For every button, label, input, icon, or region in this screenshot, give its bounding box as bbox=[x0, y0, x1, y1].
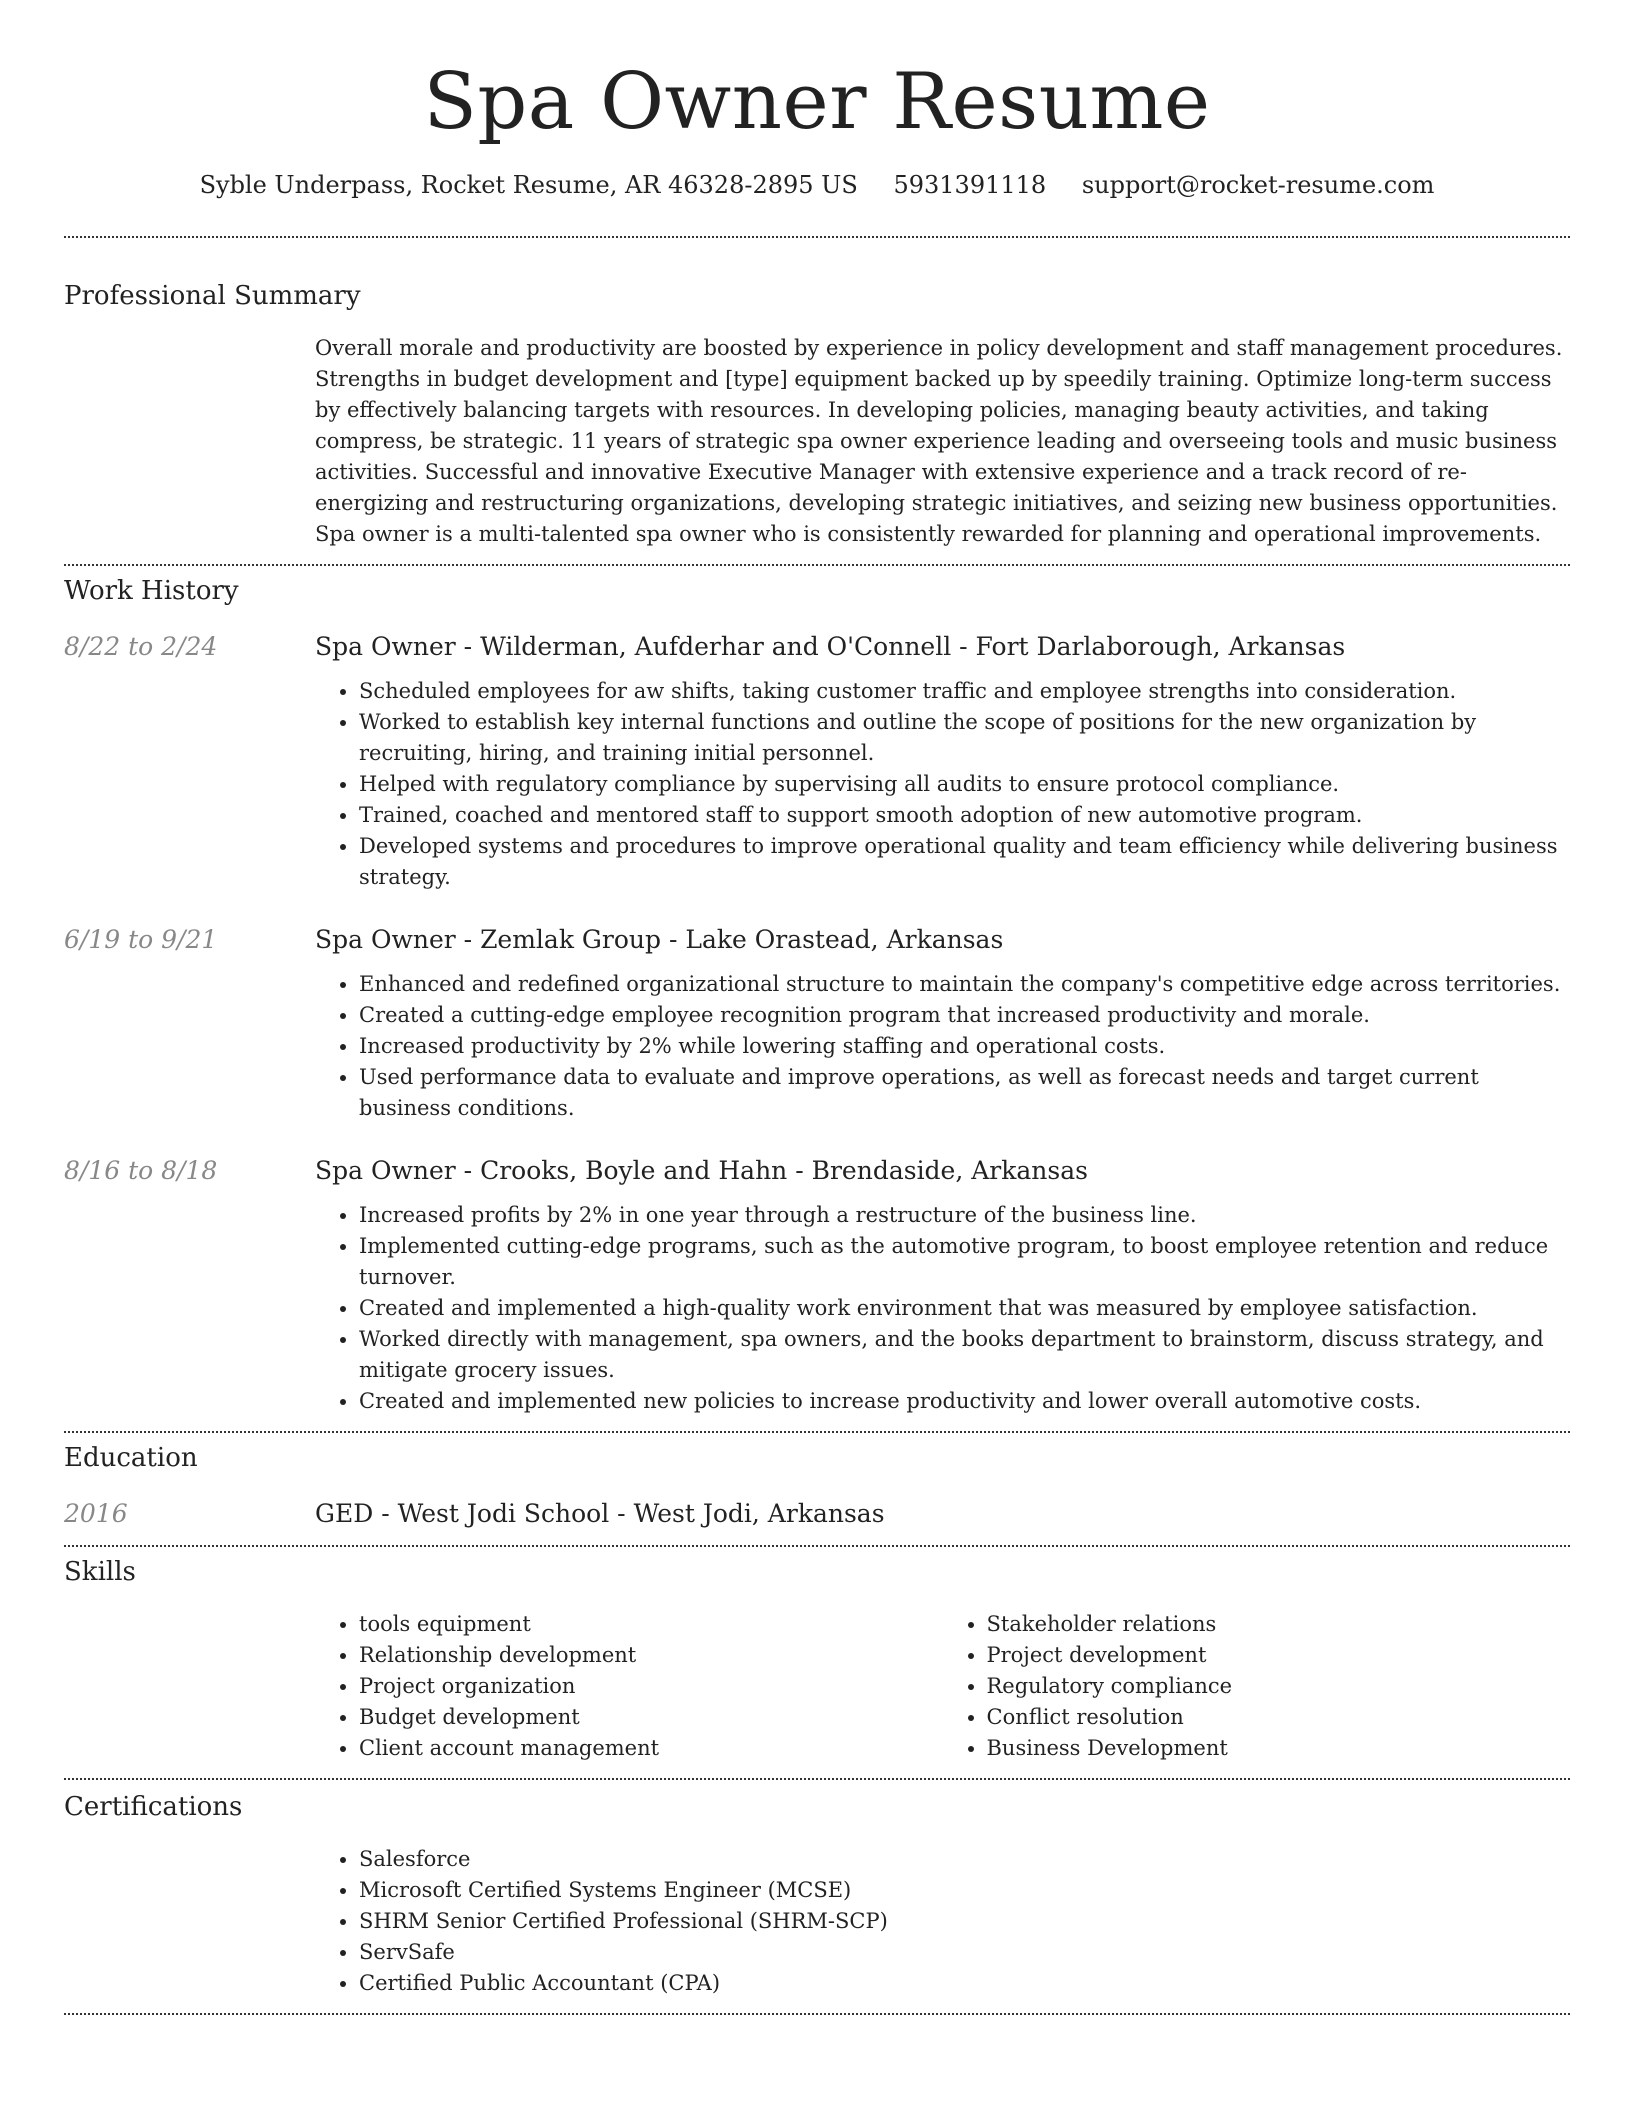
certifications-row bbox=[64, 1844, 1570, 1999]
education-entry bbox=[64, 1497, 1570, 1531]
section-divider bbox=[64, 236, 1570, 238]
list-item: • Created and implemented new policies to increase productivity and lower overall automotive costs. bbox=[359, 1386, 1570, 1417]
work-history-section bbox=[64, 574, 1570, 1417]
contact-address: Syble Underpass, Rocket Resume, AR 46328-2895 US bbox=[199, 171, 858, 199]
list-item: • Increased productivity by 2% while lowering staffing and operational costs. bbox=[359, 1031, 1570, 1062]
job-title: Spa Owner - Zemlak Group - Lake Orastead, Arkansas bbox=[315, 925, 1004, 954]
education-title: GED - West Jodi School - West Jodi, Arkansas bbox=[315, 1499, 885, 1528]
list-item: • Microsoft Certified Systems Engineer (MCSE) bbox=[359, 1875, 1570, 1906]
job-entry bbox=[64, 630, 1570, 893]
skills-column-2 bbox=[943, 1609, 1571, 1764]
section-divider bbox=[64, 1778, 1570, 1780]
skills-body bbox=[315, 1609, 1570, 1764]
job-bullets bbox=[315, 676, 1570, 893]
section-divider bbox=[64, 2013, 1570, 2015]
contact-phone: 5931391118 bbox=[893, 171, 1047, 199]
list-item: • ServSafe bbox=[359, 1937, 1570, 1968]
summary-body bbox=[315, 333, 1570, 550]
list-item: • Worked directly with management, spa owners, and the books department to brainstorm, discuss strategy, and mitigate grocery issues. bbox=[359, 1324, 1570, 1386]
job-entry bbox=[64, 1154, 1570, 1417]
certifications-list bbox=[315, 1844, 1570, 1999]
list-item: • SHRM Senior Certified Professional (SHRM-SCP) bbox=[359, 1906, 1570, 1937]
education-year: 2016 bbox=[64, 1499, 128, 1528]
job-dates: 8/16 to 8/18 bbox=[64, 1156, 218, 1185]
list-item: • Business Development bbox=[987, 1733, 1571, 1764]
list-item: • Developed systems and procedures to improve operational quality and team efficiency while delivering business strategy. bbox=[359, 831, 1570, 893]
certifications-section bbox=[64, 1790, 1570, 1999]
section-heading: Work History bbox=[64, 576, 239, 606]
job-title: Spa Owner - Crooks, Boyle and Hahn - Brendaside, Arkansas bbox=[315, 1156, 1088, 1185]
job-dates: 6/19 to 9/21 bbox=[64, 925, 218, 954]
list-item: • Created and implemented a high-quality work environment that was measured by employee satisfaction. bbox=[359, 1293, 1570, 1324]
list-item: • Certified Public Accountant (CPA) bbox=[359, 1968, 1570, 1999]
skills-section bbox=[64, 1555, 1570, 1764]
list-item: • Relationship development bbox=[359, 1640, 943, 1671]
summary-text: Overall morale and productivity are boosted by experience in policy development and staff management procedures. Strengths in budget development and [type] equipment backed up by speedily training. Optimize long-term success by effectively balancing targets with resources. In developing policies, managing beauty activities, and taking compress, be strategic. 11 years of strategic spa owner experience leading and overseeing tools and music business activities. Successful and innovative Executive Manager with extensive experience and a track record of re-energizing and restructuring organizations, developing strategic initiatives, and seizing new business opportunities. Spa owner is a multi-talented spa owner who is consistently rewarded for planning and operational improvements. bbox=[315, 336, 1563, 546]
list-item: • Regulatory compliance bbox=[987, 1671, 1571, 1702]
list-item: • Stakeholder relations bbox=[987, 1609, 1571, 1640]
list-item: • Project development bbox=[987, 1640, 1571, 1671]
list-item: • Salesforce bbox=[359, 1844, 1570, 1875]
list-item: • Helped with regulatory compliance by supervising all audits to ensure protocol compliance. bbox=[359, 769, 1570, 800]
list-item: • Used performance data to evaluate and improve operations, as well as forecast needs and target current business conditions. bbox=[359, 1062, 1570, 1124]
job-title: Spa Owner - Wilderman, Aufderhar and O'Connell - Fort Darlaborough, Arkansas bbox=[315, 632, 1346, 661]
professional-summary-section bbox=[64, 279, 1570, 550]
summary-row bbox=[64, 333, 1570, 550]
section-heading: Certifications bbox=[64, 1792, 243, 1822]
skills-column-1 bbox=[315, 1609, 943, 1764]
list-item: • Created a cutting-edge employee recognition program that increased productivity and morale. bbox=[359, 1000, 1570, 1031]
job-body bbox=[315, 923, 1570, 1124]
job-entry bbox=[64, 923, 1570, 1124]
list-item: • Implemented cutting-edge programs, such as the automotive program, to boost employee retention and reduce turnover. bbox=[359, 1231, 1570, 1293]
job-body bbox=[315, 1154, 1570, 1417]
list-item: • Budget development bbox=[359, 1702, 943, 1733]
list-item: • tools equipment bbox=[359, 1609, 943, 1640]
job-body bbox=[315, 630, 1570, 893]
list-item: • Increased profits by 2% in one year through a restructure of the business line. bbox=[359, 1200, 1570, 1231]
section-divider bbox=[64, 1545, 1570, 1547]
contact-email: support@rocket-resume.com bbox=[1081, 171, 1435, 199]
job-dates: 8/22 to 2/24 bbox=[64, 632, 218, 661]
job-bullets bbox=[315, 1200, 1570, 1417]
list-item: • Enhanced and redefined organizational structure to maintain the company's competitive edge across territories. bbox=[359, 969, 1570, 1000]
list-item: • Conflict resolution bbox=[987, 1702, 1571, 1733]
skills-row bbox=[64, 1609, 1570, 1764]
education-section bbox=[64, 1441, 1570, 1531]
section-divider bbox=[64, 1431, 1570, 1433]
education-body bbox=[315, 1497, 1570, 1531]
section-divider bbox=[64, 564, 1570, 566]
list-item: • Client account management bbox=[359, 1733, 943, 1764]
certifications-body bbox=[315, 1844, 1570, 1999]
list-item: • Trained, coached and mentored staff to support smooth adoption of new automotive program. bbox=[359, 800, 1570, 831]
job-bullets bbox=[315, 969, 1570, 1124]
resume-page bbox=[64, 0, 1570, 2015]
section-heading: Skills bbox=[64, 1557, 136, 1587]
list-item: • Project organization bbox=[359, 1671, 943, 1702]
list-item: • Worked to establish key internal functions and outline the scope of positions for the new organization by recruiting, hiring, and training initial personnel. bbox=[359, 707, 1570, 769]
contact-line bbox=[64, 168, 1570, 202]
section-heading: Education bbox=[64, 1443, 198, 1473]
page-title: Spa Owner Resume bbox=[423, 57, 1211, 147]
section-heading: Professional Summary bbox=[64, 281, 361, 311]
list-item: • Scheduled employees for aw shifts, taking customer traffic and employee strengths into consideration. bbox=[359, 676, 1570, 707]
